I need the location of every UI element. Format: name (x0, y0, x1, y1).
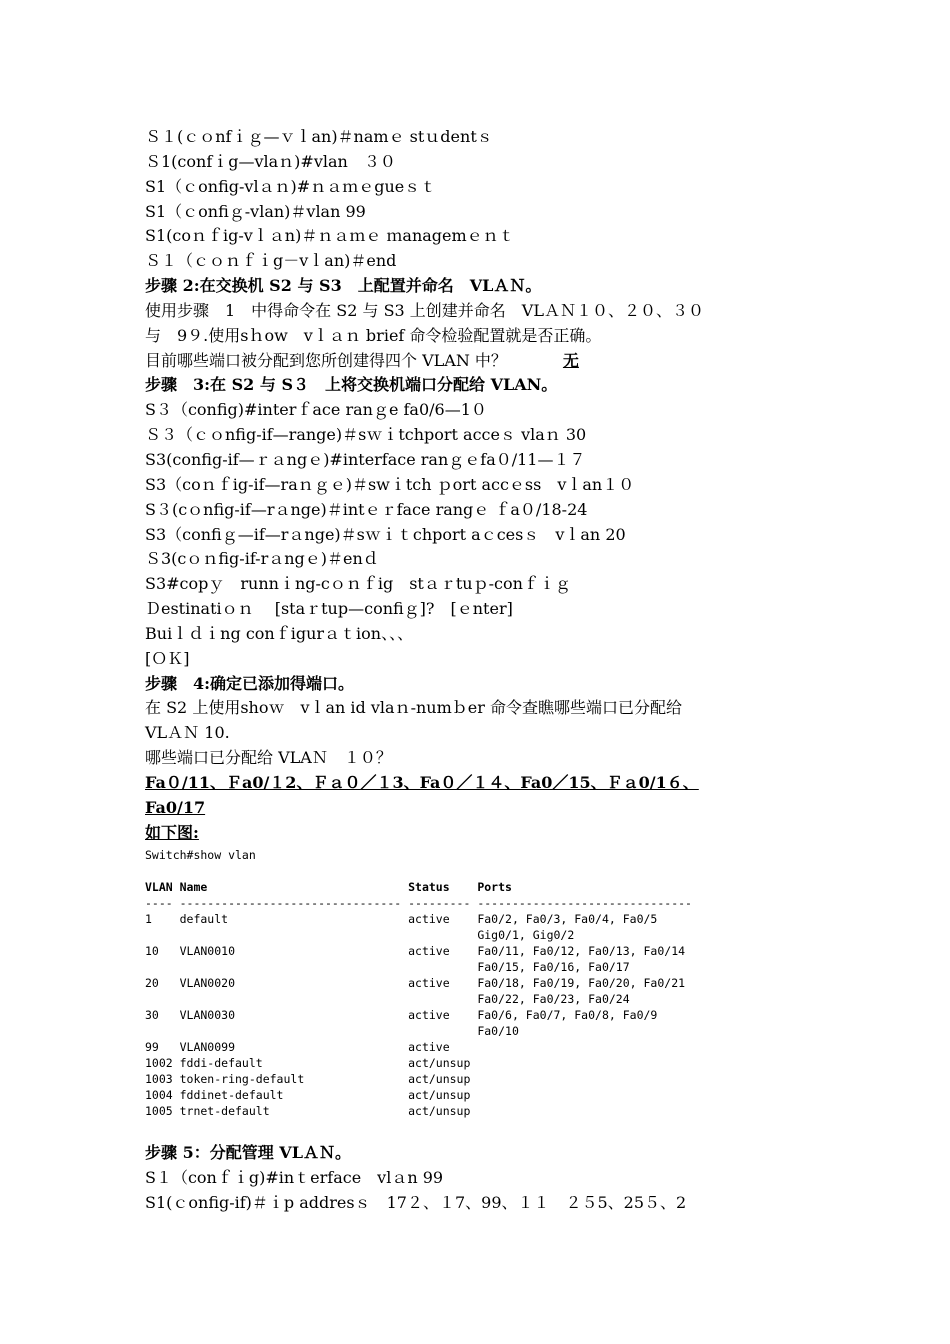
terminal-row: 1005 trnet-default act/unsup (145, 1104, 471, 1119)
terminal-output (145, 847, 845, 1119)
config-line-3: S1（ｃonfig-vlａｎ)#ｎａｍｅgueｓｔ (145, 176, 437, 196)
step-4-heading: 步骤 4:确定已添加得端口。 (145, 673, 355, 693)
terminal-row: 99 VLAN0099 active (145, 1040, 450, 1055)
config-line-16: Buiｌｄｉng conｆigurａｔion、、、 (145, 623, 414, 643)
config-line-2: Ｓ1(confｉg—vlaｎ)#vlan ３０ (145, 151, 396, 171)
step-5-heading: 步骤 5：分配管理 VLＡＮ。 (145, 1143, 351, 1163)
step-2-question (145, 349, 845, 374)
step-2-instruction-2: 与 9９.使用sｈow vｌａｎ brief 命令检验配置就是否正确。 (145, 325, 602, 345)
terminal-divider: ---- -------------------------------- --------- ------------------------------- (145, 896, 692, 911)
document-page (145, 125, 845, 1216)
terminal-header: VLAN Name Status Ports (145, 880, 512, 895)
config-line-8: Ｓ３（ｃｏnfig-if—range)＃sｗｉtchport acceｓ vlaｎ 30 (145, 425, 587, 445)
terminal-row: 1004 fddinet-default act/unsup (145, 1088, 471, 1103)
step-4-instruction-2: VLＡＮ 10. (145, 723, 230, 743)
terminal-row: 30 VLAN0030 active Fa0/6, Fa0/7, Fa0/8, Fa0/9 (145, 1008, 658, 1023)
step-3-heading: 步骤 3:在 S2 与 S３ 上将交换机端口分配给 VLAN。 (145, 375, 558, 395)
config-line-7: S３（config)#interｆace ranｇe fa0/6—1０ (145, 400, 487, 420)
config-line-11: S３(cｏnfig-if—rａnge)＃intｅｒface rangｅ ｆa０/18-24 (145, 499, 588, 519)
figure-caption: 如下图: (145, 822, 199, 842)
terminal-row: 20 VLAN0020 active Fa0/18, Fa0/19, Fa0/20, Fa0/21 (145, 976, 686, 991)
terminal-row: Fa0/15, Fa0/16, Fa0/17 (145, 960, 630, 975)
step-4-instruction-1: 在 S2 上使用shoｗ vｌan id vlaｎ-numｂer 命令查瞧哪些端口已分配给 (145, 698, 682, 718)
terminal-row: 10 VLAN0010 active Fa0/11, Fa0/12, Fa0/13, Fa0/14 (145, 944, 686, 959)
config-line-15: Ｄestinatiｏｎ [staｒtup—confiｇ]? [ｅnter] (145, 599, 513, 619)
config-line-1: Ｓ１(ｃｏnfｉｇ—ｖｌan)＃namｅ stｕdentｓ (145, 127, 493, 146)
terminal-row: Gig0/1, Gig0/2 (145, 928, 575, 943)
config-line-12: S3（confiｇ—if—rａnge)＃sｗｉｔchport aｃcesｓ vｌan 20 (145, 524, 626, 544)
config-line-14: S3#copｙ runnｉng-cｏｎｆig stａｒtuｐ-conｆｉｇ (145, 574, 571, 594)
question-text: 目前哪些端口被分配到您所创建得四个 VLAN 中？ (145, 350, 507, 370)
answer-line-1: Fa０/11、Ｆa0/１2、Ｆａ０／１3、Fa０／１４、Fa0／15、Ｆａ0/1６、 (145, 772, 699, 792)
terminal-row: 1 default active Fa0/2, Fa0/3, Fa0/4, Fa0/5 (145, 912, 658, 927)
terminal-command: Switch#show vlan (145, 848, 256, 863)
config-line-5: S1(coｎｆig-vｌａn)＃ｎａｍｅ ｍanagemｅｎｔ (145, 226, 515, 246)
step-2-instruction-1: 使用步骤 1 中得命令在 S2 与 S3 上创建并命名 VLＡＮ１０、２０、３０ (145, 300, 704, 320)
terminal-row: 1002 fddi-default act/unsup (145, 1056, 471, 1071)
config-line-6: Ｓ１（ｃｏｎｆｉg－vｌan)＃end (145, 251, 397, 271)
config-line-9: S3(config-if—ｒａngｅ)#interface ranｇｅfa０/11—１７ (145, 449, 586, 469)
step-2-heading: 步骤 2:在交换机 S2 与 S3 上配置并命名 VLＡＮ。 (145, 276, 542, 296)
answer-line-2: Fa0/17 (145, 797, 206, 817)
terminal-row: Fa0/10 (145, 1024, 519, 1039)
config-line-13: Ｓ3(cｏｎfig-if-rａngｅ)＃enｄ (145, 549, 379, 569)
terminal-row: Fa0/22, Fa0/23, Fa0/24 (145, 992, 630, 1007)
terminal-row: 1003 token-ring-default act/unsup (145, 1072, 471, 1087)
config-line-19: S1(ｃonfig-if)＃ｉp addresｓ 17２、１7、99、１１ ２５5、25５、2 (145, 1193, 687, 1213)
config-line-18: S１（conｆｉg)#inｔerface vlａn 99 (145, 1168, 444, 1188)
config-line-17: [ＯＫ] (145, 648, 190, 668)
answer-blank: 无 (562, 350, 579, 370)
config-line-4: S1（ｃonfiｇ-vlan)＃vlan 99 (145, 201, 366, 221)
step-4-question: 哪些端口已分配给 VLAＮ １０？ (145, 748, 392, 768)
config-line-10: S3（coｎｆig-if—raｎｇｅ)＃swｉtch ｐort accｅss vｌan１０ (145, 474, 635, 494)
